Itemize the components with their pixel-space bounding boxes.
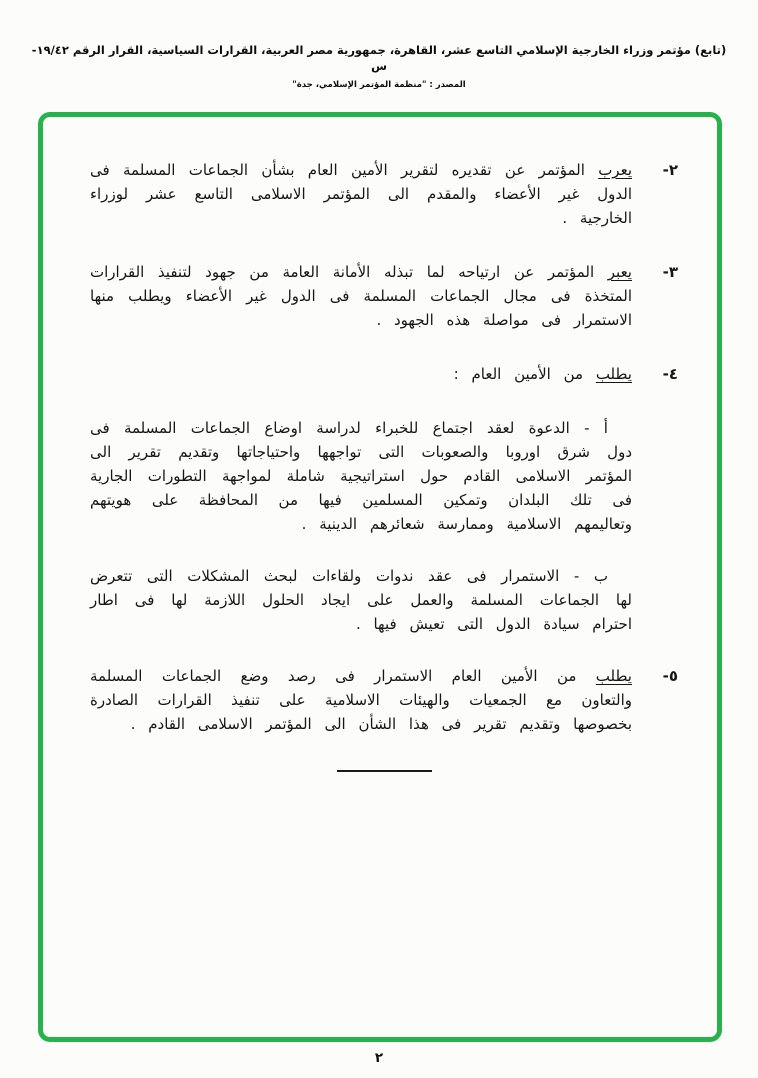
item-body-text: من الأمين العام الاستمرار فى رصد وضع الجماعات المسلمة والتعاون مع الجمعيات والهيئات الاسلامية على تنفيذ القرارات الصادرة بخصوصها وتقديم تقرير فى هذا الشأن الى المؤتمر الاسلامى القادم . [90, 667, 632, 733]
resolution-body [38, 112, 722, 1042]
item-body-text: المؤتمر عن ارتياحه لما تبذله الأمانة العامة من جهود لتنفيذ القرارات المتخذة فى مجال الجماعات المسلمة فى الدول غير الأعضاء ويطلب منها الاستمرار فى مواصلة هذه الجهود . [90, 263, 632, 329]
item-text [90, 664, 632, 736]
resolution-item-4 [90, 362, 678, 386]
page-number: ٢ [374, 1050, 384, 1066]
item-text [90, 362, 632, 386]
subitem-a-marker: أ - [584, 419, 608, 437]
item-lead-word: يعرب [598, 161, 632, 179]
item-text [90, 158, 632, 230]
item-lead-word: يطلب [595, 365, 632, 383]
item-text [90, 260, 632, 332]
item-lead-word: يطلب [595, 667, 632, 685]
item-number: ٥- [662, 667, 678, 685]
end-divider [337, 770, 432, 772]
subitem-b [90, 564, 632, 636]
subitem-a-text: الدعوة لعقد اجتماع للخبراء لدراسة اوضاع الجماعات المسلمة فى دول شرق اوروبا والصعوبات التى تواجهها واحتياجاتها وتقديم تقرير الى المؤتمر الاسلامى القادم حول استراتيجية شاملة لمواجهة التطورات الجارية فى تلك البلدان وتمكين المسلمين فيها من المحافظة على هويتهم وتعاليمهم الاسلامية وممارسة شعائرهم الدينية . [90, 419, 632, 533]
item-body-text: من الأمين العام : [453, 365, 584, 383]
item-lead-word: يعبر [607, 263, 632, 281]
header-source-line: المصدر : "منظمة المؤتمر الإسلامي، جدة" [292, 80, 466, 91]
resolution-item-3 [90, 260, 678, 332]
item-body-text: المؤتمر عن تقديره لتقرير الأمين العام بشأن الجماعات المسلمة فى الدول غير الأعضاء والمقدم الى المؤتمر الاسلامى التاسع عشر لوزراء الخارجية . [90, 161, 632, 227]
item-number: ٣- [662, 263, 678, 281]
item-number: ٢- [662, 161, 678, 179]
resolution-item-5 [90, 664, 678, 736]
subitem-b-text: الاستمرار فى عقد ندوات ولقاءات لبحث المشكلات التى تتعرض لها الجماعات المسلمة والعمل على ايجاد الحلول اللازمة لها فى اطار احترام سيادة الدول التى تعيش فيها . [90, 567, 632, 633]
item-number: ٤- [662, 365, 678, 383]
subitem-a [90, 416, 632, 536]
resolution-item-2 [90, 158, 678, 230]
subitem-b-marker: ب - [573, 567, 608, 585]
header-title: (تابع) مؤتمر وزراء الخارجية الإسلامي التاسع عشر، القاهرة، جمهورية مصر العربية، القرارات السياسية، القرار الرقم ١٩/٤٢-س [31, 43, 727, 74]
page-header [24, 42, 734, 90]
